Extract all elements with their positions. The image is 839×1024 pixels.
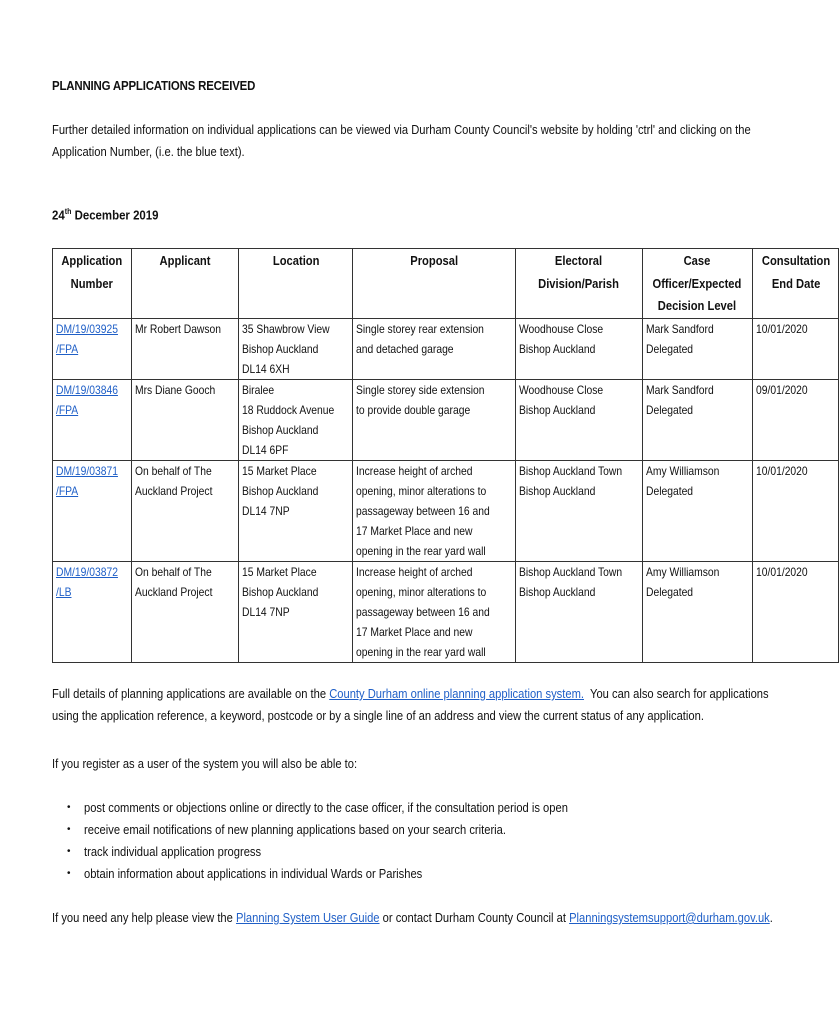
cell-applicant [132, 461, 239, 562]
bullet-icon: • [67, 846, 71, 857]
register-paragraph [52, 753, 752, 775]
cell-line: 10/01/2020 [755, 565, 808, 579]
cell-number[interactable] [53, 380, 132, 461]
cell-text [756, 562, 835, 582]
cell-line: Auckland Project [135, 484, 213, 498]
cell-text [756, 461, 835, 481]
cell-number[interactable] [53, 319, 132, 380]
register-text: If you register as a user of the system you will also be able to: [52, 756, 358, 771]
header-location [239, 249, 353, 319]
cell-line: Bishop Auckland Town [518, 565, 622, 579]
cell-end-date [752, 461, 838, 562]
support-email-link[interactable]: Planningsystemsupport@durham.gov.uk [569, 910, 770, 925]
full-details-text-2: You can also search for applications [584, 686, 769, 701]
intro-line-2: Application Number, (i.e. the blue text). [52, 144, 245, 159]
cell-line: On behalf of The [135, 565, 212, 579]
planning-system-link[interactable]: County Durham online planning application system. [329, 686, 585, 701]
cell-text [519, 319, 639, 359]
table-row [53, 380, 839, 461]
application-number-link[interactable] [56, 380, 128, 420]
cell-line[interactable]: /FPA [56, 484, 79, 498]
cell-text [356, 380, 511, 420]
cell-proposal [353, 319, 515, 380]
cell-line[interactable]: DM/19/03846 [56, 383, 118, 397]
cell-text [519, 461, 639, 501]
cell-applicant [132, 562, 239, 663]
cell-line[interactable]: DM/19/03872 [56, 565, 118, 579]
cell-line: 10/01/2020 [755, 464, 808, 478]
cell-location [239, 380, 353, 461]
help-text-3: . [769, 910, 773, 925]
cell-location [239, 461, 353, 562]
cell-line: Auckland Project [135, 585, 213, 599]
table-row [53, 562, 839, 663]
application-number-link[interactable] [56, 562, 128, 602]
date-suffix: th [64, 207, 72, 216]
header-case-officer [642, 249, 752, 319]
cell-line: 15 Market Place [242, 565, 317, 579]
header-consultation-end-date [752, 249, 838, 319]
cell-line: passageway between 16 and [356, 504, 490, 518]
cell-line: opening, minor alterations to [356, 484, 487, 498]
cell-proposal [353, 461, 515, 562]
header-label [135, 250, 235, 273]
cell-line: 17 Market Place and new [356, 524, 473, 538]
cell-line: opening, minor alterations to [356, 585, 487, 599]
cell-text [519, 562, 639, 602]
cell-line: Woodhouse Close [518, 383, 603, 397]
help-text-2: or contact Durham County Council at [379, 910, 570, 925]
header-label-line: Case [683, 253, 711, 268]
cell-text [356, 319, 511, 359]
applications-table [52, 248, 839, 663]
cell-line[interactable]: /LB [56, 585, 72, 599]
cell-division [515, 319, 642, 380]
full-details-text: Full details of planning applications are available on the [52, 686, 330, 701]
cell-line: 18 Ruddock Avenue [242, 403, 335, 417]
cell-text [242, 461, 349, 521]
cell-line: DL14 6PF [242, 443, 289, 457]
cell-text [356, 562, 511, 662]
cell-line: Bishop Auckland [242, 342, 319, 356]
list-item: • obtain information about applications in individual Wards or Parishes [52, 863, 647, 885]
benefits-list [52, 797, 647, 885]
cell-line: Bishop Auckland Town [518, 464, 622, 478]
date-day: 24 [52, 207, 65, 223]
cell-line: Amy Williamson [645, 565, 719, 579]
cell-line: to provide double garage [356, 403, 471, 417]
header-label [356, 250, 511, 273]
header-label-line: End Date [771, 275, 820, 291]
cell-line: Increase height of arched [356, 565, 473, 579]
cell-line: opening in the rear yard wall [356, 645, 486, 659]
cell-text [242, 562, 349, 622]
cell-number[interactable] [53, 562, 132, 663]
cell-text [646, 562, 749, 602]
cell-division [515, 461, 642, 562]
cell-location [239, 319, 353, 380]
cell-applicant [132, 319, 239, 380]
cell-line: Bishop Auckland [242, 423, 319, 437]
header-label-line: Consultation [761, 253, 830, 268]
help-text: If you need any help please view the [52, 910, 236, 925]
cell-line: Biralee [242, 383, 275, 397]
cell-line: DL14 7NP [242, 504, 290, 518]
cell-line: Bishop Auckland [518, 342, 596, 356]
cell-officer [642, 461, 752, 562]
cell-proposal [353, 380, 515, 461]
bullet-icon: • [67, 802, 71, 813]
header-label-line: Application [61, 253, 123, 268]
cell-text [242, 380, 349, 460]
cell-text [135, 380, 235, 400]
cell-line: DL14 7NP [242, 605, 290, 619]
cell-end-date [752, 319, 838, 380]
header-label-line: Applicant [159, 253, 211, 268]
list-item: • post comments or objections online or directly to the case officer, if the consultation period is open [52, 797, 647, 819]
cell-line: Bishop Auckland [242, 585, 319, 599]
cell-line: Bishop Auckland [518, 403, 596, 417]
header-label-line: Number [70, 275, 114, 291]
full-details-line-2: using the application reference, a keyword, postcode or by a single line of an address and view the current status of any application. [52, 708, 704, 723]
cell-line[interactable]: /FPA [56, 403, 79, 417]
cell-division [515, 380, 642, 461]
help-paragraph [52, 907, 773, 929]
cell-text [135, 562, 235, 602]
cell-end-date [752, 380, 838, 461]
cell-line: Delegated [645, 484, 693, 498]
cell-officer [642, 562, 752, 663]
cell-line: Bishop Auckland [518, 585, 596, 599]
cell-line[interactable]: /FPA [56, 342, 79, 356]
cell-end-date [752, 562, 838, 663]
header-applicant [132, 249, 239, 319]
header-label-line: Officer/Expected [652, 275, 742, 291]
cell-line: Increase height of arched [356, 464, 473, 478]
cell-number[interactable] [53, 461, 132, 562]
cell-text [135, 319, 235, 339]
header-label [242, 250, 349, 273]
list-item: • receive email notifications of new planning applications based on your search criteria. [52, 819, 647, 841]
cell-text [135, 461, 235, 501]
page-title: PLANNING APPLICATIONS RECEIVED [52, 78, 256, 93]
cell-text [646, 380, 749, 420]
date-rest: December 2019 [71, 207, 159, 223]
cell-line: 09/01/2020 [755, 383, 808, 397]
cell-text [242, 319, 349, 379]
bullet-icon: • [67, 824, 71, 835]
cell-line: Bishop Auckland [242, 484, 319, 498]
table-row [53, 461, 839, 562]
cell-line: Amy Williamson [645, 464, 719, 478]
cell-officer [642, 319, 752, 380]
cell-line: Mark Sandford [645, 383, 714, 397]
cell-line: 10/01/2020 [755, 322, 808, 336]
application-number-link[interactable] [56, 319, 128, 359]
cell-applicant [132, 380, 239, 461]
help-line [52, 907, 773, 929]
cell-line[interactable]: DM/19/03871 [56, 464, 118, 478]
report-date [52, 207, 159, 222]
table-header-row [53, 249, 839, 319]
cell-officer [642, 380, 752, 461]
cell-division [515, 562, 642, 663]
cell-line: Mrs Diane Gooch [135, 383, 216, 397]
cell-line[interactable]: DM/19/03925 [56, 322, 118, 336]
cell-text [519, 380, 639, 420]
full-details-line-1 [52, 683, 769, 705]
application-number-link[interactable] [56, 461, 128, 501]
header-label-line: Decision Level [658, 298, 737, 313]
intro-paragraph [52, 119, 752, 163]
cell-line: Woodhouse Close [518, 322, 603, 336]
user-guide-link[interactable]: Planning System User Guide [235, 910, 380, 925]
header-label [56, 250, 128, 295]
cell-text [756, 319, 835, 339]
header-label [646, 250, 749, 318]
cell-line: Delegated [645, 342, 693, 356]
cell-text [646, 461, 749, 501]
cell-line: and detached garage [356, 342, 454, 356]
header-label [519, 250, 639, 295]
cell-line: DL14 6XH [242, 362, 290, 376]
header-application-number [53, 249, 132, 319]
cell-line: Single storey side extension [356, 383, 485, 397]
cell-line: passageway between 16 and [356, 605, 490, 619]
header-proposal [353, 249, 515, 319]
full-details-paragraph [52, 683, 769, 727]
cell-line: Delegated [645, 403, 693, 417]
bullet-icon: • [67, 868, 71, 879]
header-label-line: Proposal [410, 253, 458, 268]
cell-line: Mark Sandford [645, 322, 714, 336]
cell-line: 35 Shawbrow View [242, 322, 330, 336]
cell-line: Mr Robert Dawson [135, 322, 222, 336]
cell-line: On behalf of The [135, 464, 212, 478]
cell-line: Delegated [645, 585, 693, 599]
cell-proposal [353, 562, 515, 663]
header-electoral-division [515, 249, 642, 319]
header-label-line: Division/Parish [538, 275, 620, 291]
cell-location [239, 562, 353, 663]
cell-line: 15 Market Place [242, 464, 317, 478]
table-row [53, 319, 839, 380]
cell-line: Single storey rear extension [356, 322, 485, 336]
header-label [756, 250, 835, 295]
cell-line: 17 Market Place and new [356, 625, 473, 639]
list-item: • track individual application progress [52, 841, 647, 863]
cell-text [356, 461, 511, 561]
intro-line-1: Further detailed information on individual applications can be viewed via Durham County Council's website by holding 'ctrl' and clicking on the [52, 122, 751, 137]
cell-text [756, 380, 835, 400]
cell-line: Bishop Auckland [518, 484, 596, 498]
cell-text [646, 319, 749, 359]
cell-line: opening in the rear yard wall [356, 544, 486, 558]
header-label-line: Electoral [555, 253, 603, 268]
header-label-line: Location [272, 253, 319, 268]
